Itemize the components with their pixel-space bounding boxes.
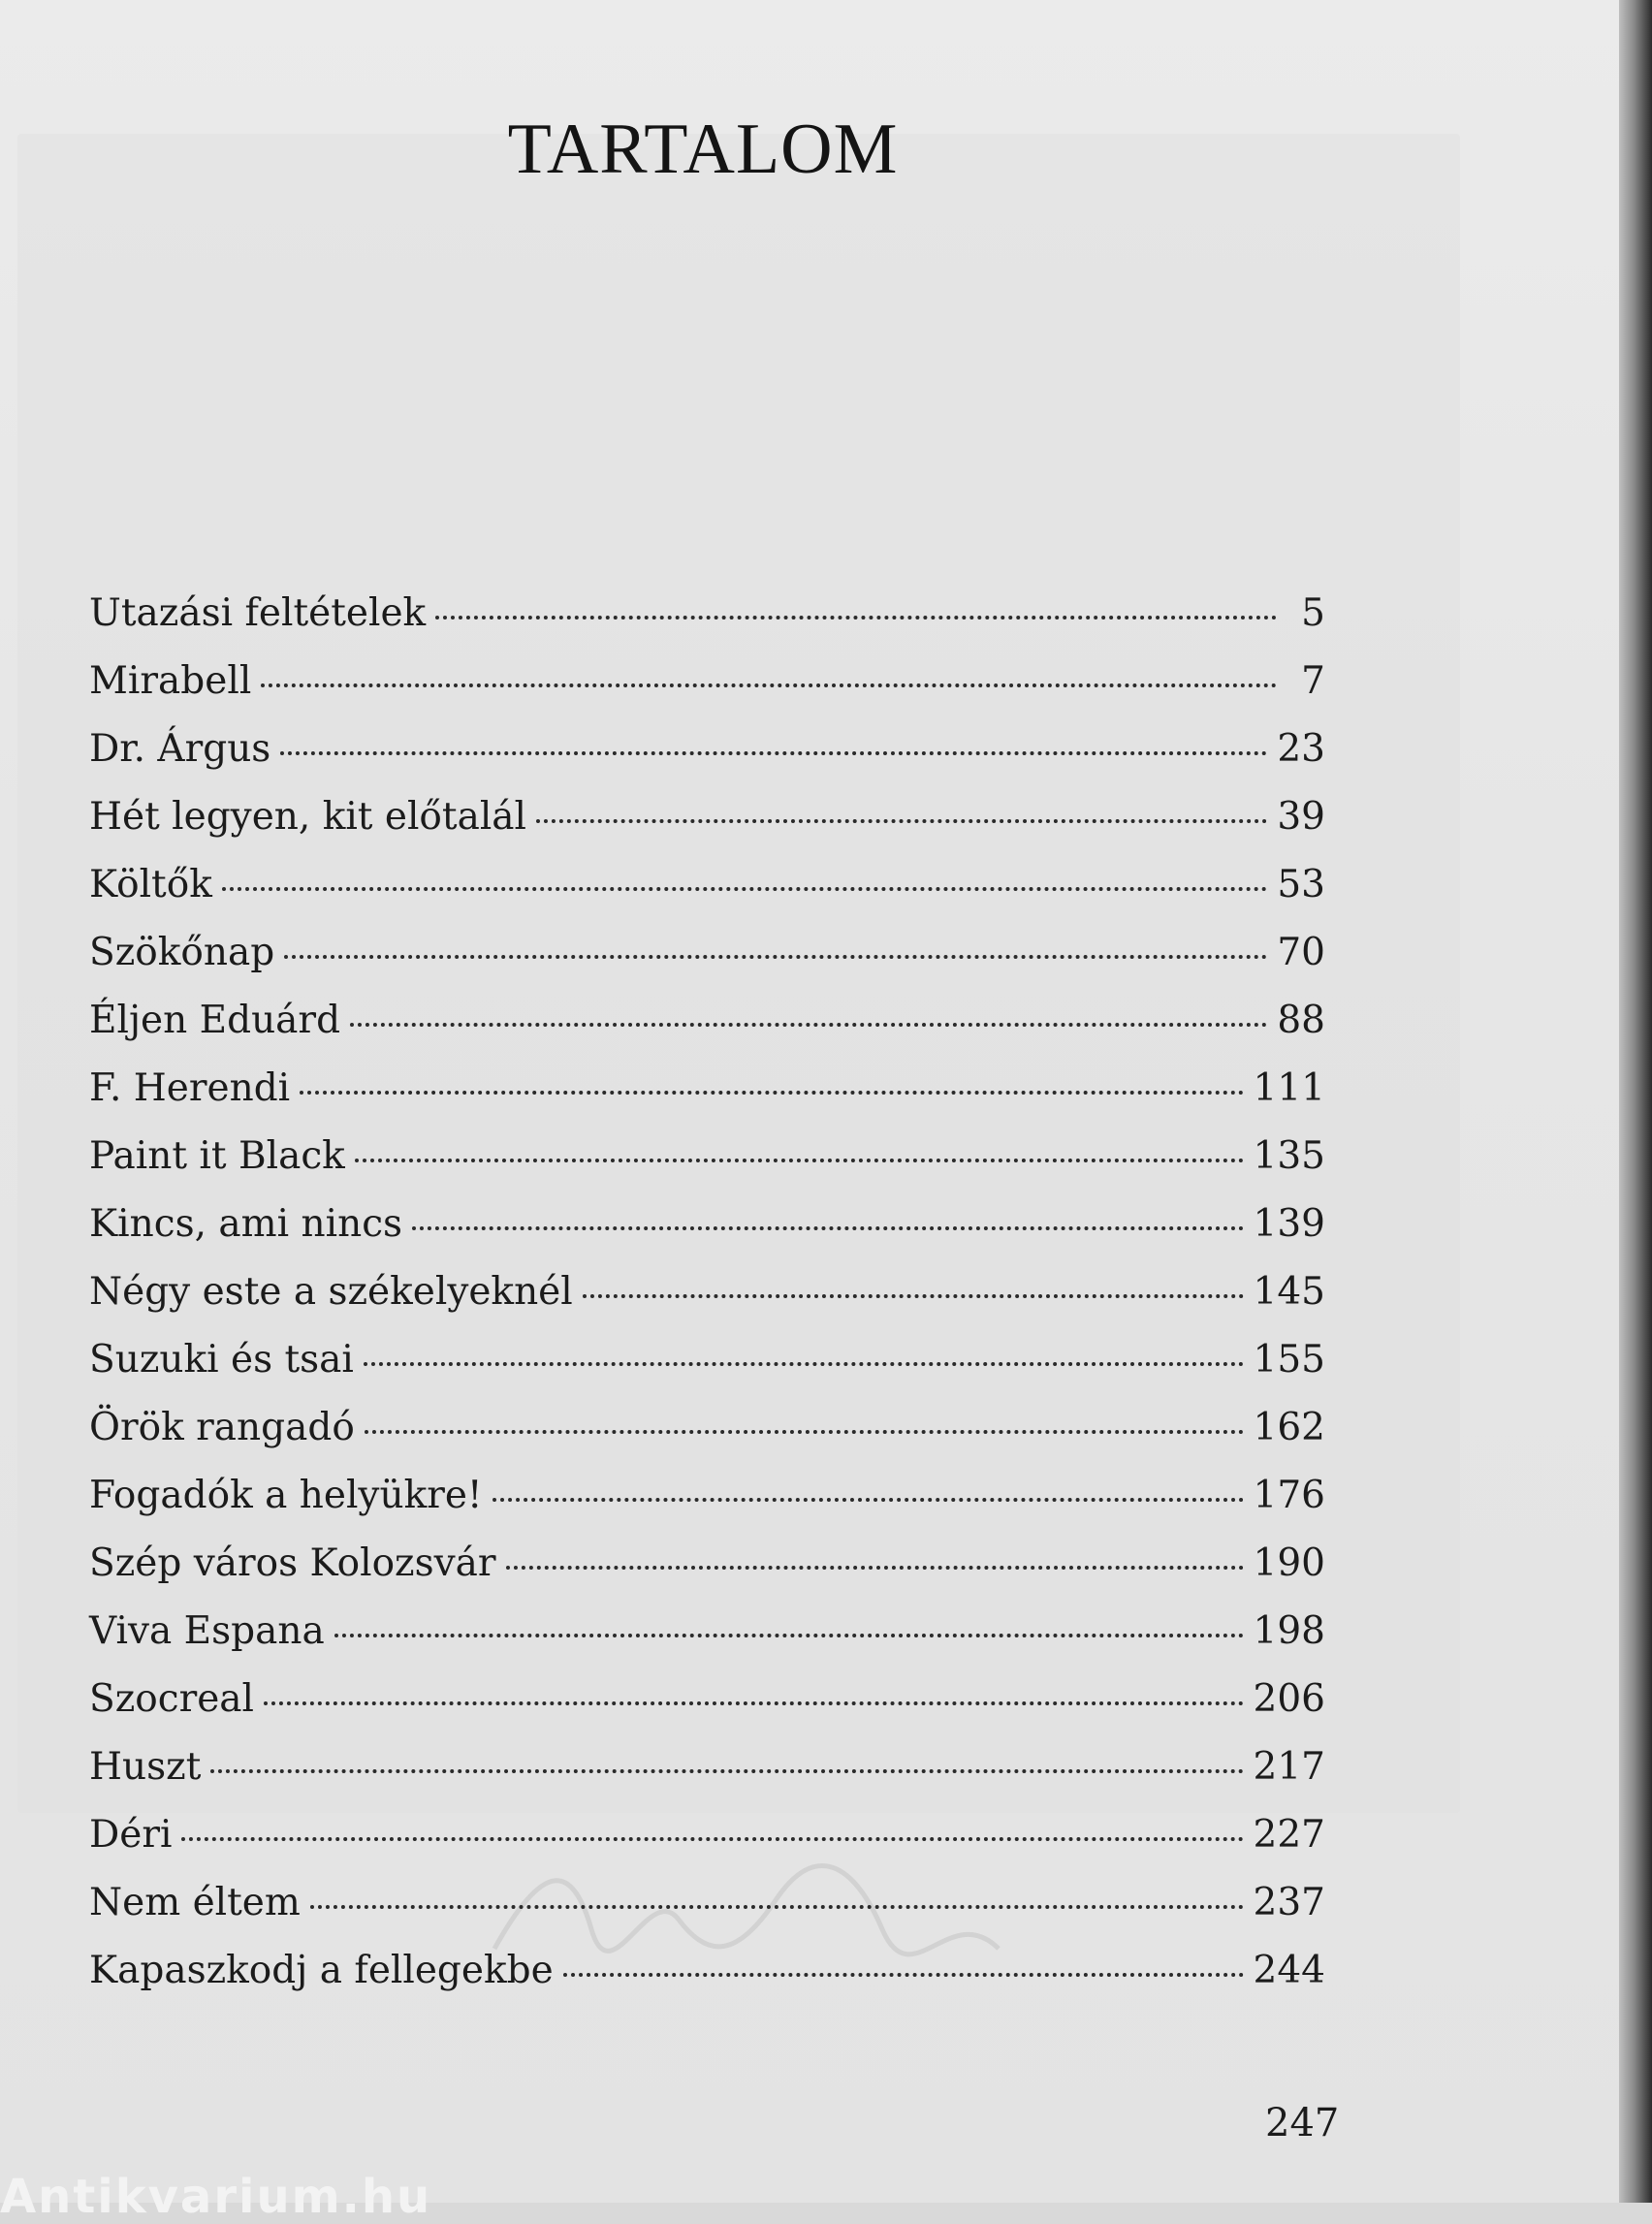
toc-entry-title: Szép város Kolozsvár bbox=[89, 1541, 496, 1585]
toc-dot-leader bbox=[284, 955, 1267, 959]
toc-dot-leader bbox=[300, 1091, 1243, 1095]
toc-entry bbox=[89, 1609, 1325, 1677]
toc-entry bbox=[89, 659, 1325, 727]
toc-entry-title: Dr. Árgus bbox=[89, 727, 271, 771]
toc-entry-title: Négy este a székelyeknél bbox=[89, 1270, 573, 1314]
toc-entry-page: 135 bbox=[1253, 1134, 1325, 1178]
page-title: TARTALOM bbox=[507, 110, 899, 189]
toc-entry-title: Költők bbox=[89, 863, 212, 906]
toc-entry-page: 145 bbox=[1253, 1270, 1325, 1314]
toc-entry-title: Nem éltem bbox=[89, 1881, 301, 1924]
toc-entry-page: 7 bbox=[1301, 659, 1325, 703]
toc-entry bbox=[89, 1066, 1325, 1134]
toc-entry-title: Déri bbox=[89, 1813, 173, 1857]
toc-entry-title: Utazási feltételek bbox=[89, 591, 427, 635]
toc-entry-page: 206 bbox=[1253, 1677, 1325, 1721]
toc-dot-leader bbox=[536, 819, 1267, 823]
toc-entry-page: 162 bbox=[1253, 1406, 1325, 1449]
watermark: Antikvarium.hu bbox=[0, 2170, 432, 2224]
toc-entry bbox=[89, 931, 1325, 999]
toc-entry-page: 139 bbox=[1253, 1202, 1325, 1246]
toc-entry-title: Fogadók a helyükre! bbox=[89, 1474, 483, 1517]
toc-entry bbox=[89, 1813, 1325, 1881]
toc-entry-page: 227 bbox=[1253, 1813, 1325, 1857]
toc-entry bbox=[89, 795, 1325, 863]
toc-entry-title: Suzuki és tsai bbox=[89, 1338, 354, 1382]
toc-dot-leader bbox=[350, 1023, 1267, 1027]
toc-entry-title: Huszt bbox=[89, 1745, 202, 1789]
toc-dot-leader bbox=[583, 1294, 1244, 1298]
toc-entry-page: 244 bbox=[1253, 1949, 1325, 1992]
toc-dot-leader bbox=[364, 1362, 1244, 1366]
toc-entry-title: Éljen Eduárd bbox=[89, 999, 341, 1042]
toc-entry bbox=[89, 1541, 1325, 1609]
toc-dot-leader bbox=[261, 683, 1277, 687]
toc-entry-page: 5 bbox=[1301, 591, 1325, 635]
toc-entry-page: 176 bbox=[1253, 1474, 1325, 1517]
toc-dot-leader bbox=[264, 1701, 1244, 1705]
toc-entry bbox=[89, 591, 1325, 659]
toc-entry bbox=[89, 1949, 1325, 2017]
table-of-contents bbox=[89, 591, 1325, 2017]
toc-entry bbox=[89, 1474, 1325, 1541]
toc-dot-leader bbox=[506, 1566, 1244, 1570]
toc-entry-title: Paint it Black bbox=[89, 1134, 345, 1178]
toc-entry bbox=[89, 1881, 1325, 1949]
toc-entry-page: 198 bbox=[1253, 1609, 1325, 1653]
toc-dot-leader bbox=[280, 751, 1267, 755]
toc-entry bbox=[89, 727, 1325, 795]
toc-dot-leader bbox=[563, 1973, 1244, 1977]
toc-entry-page: 217 bbox=[1253, 1745, 1325, 1789]
toc-dot-leader bbox=[355, 1159, 1244, 1162]
toc-entry-page: 237 bbox=[1253, 1881, 1325, 1924]
toc-dot-leader bbox=[181, 1837, 1243, 1841]
toc-entry-title: Kincs, ami nincs bbox=[89, 1202, 403, 1246]
toc-entry-page: 88 bbox=[1277, 999, 1325, 1042]
toc-entry bbox=[89, 1677, 1325, 1745]
toc-entry-title: Mirabell bbox=[89, 659, 252, 703]
toc-entry-page: 53 bbox=[1277, 863, 1325, 906]
toc-entry-title: Örök rangadó bbox=[89, 1406, 355, 1449]
toc-dot-leader bbox=[412, 1226, 1244, 1230]
toc-entry bbox=[89, 1134, 1325, 1202]
toc-entry-title: Viva Espana bbox=[89, 1609, 325, 1653]
toc-dot-leader bbox=[222, 887, 1268, 891]
toc-entry bbox=[89, 1406, 1325, 1474]
toc-dot-leader bbox=[310, 1905, 1244, 1909]
toc-dot-leader bbox=[435, 616, 1277, 620]
toc-entry-title: Hét legyen, kit előtalál bbox=[89, 795, 527, 839]
toc-entry-page: 39 bbox=[1277, 795, 1325, 839]
show-through-caption bbox=[21, 2046, 1417, 2127]
toc-entry-page: 111 bbox=[1253, 1066, 1325, 1110]
toc-entry-title: Szökőnap bbox=[89, 931, 275, 974]
toc-entry bbox=[89, 1338, 1325, 1406]
toc-entry-page: 70 bbox=[1277, 931, 1325, 974]
toc-dot-leader bbox=[492, 1498, 1244, 1502]
toc-entry-title: Kapaszkodj a fellegekbe bbox=[89, 1949, 554, 1992]
toc-entry bbox=[89, 1202, 1325, 1270]
toc-entry bbox=[89, 1270, 1325, 1338]
toc-entry bbox=[89, 999, 1325, 1066]
toc-entry-page: 155 bbox=[1253, 1338, 1325, 1382]
page-edge-shadow bbox=[1619, 0, 1652, 2203]
toc-entry-title: Szocreal bbox=[89, 1677, 255, 1721]
toc-dot-leader bbox=[365, 1430, 1244, 1434]
toc-entry bbox=[89, 1745, 1325, 1813]
toc-entry-title: F. Herendi bbox=[89, 1066, 291, 1110]
toc-entry-page: 190 bbox=[1253, 1541, 1325, 1585]
toc-dot-leader bbox=[334, 1634, 1244, 1637]
toc-dot-leader bbox=[210, 1769, 1243, 1773]
toc-entry-page: 23 bbox=[1277, 727, 1325, 771]
page-number: 247 bbox=[1265, 2101, 1340, 2145]
toc-entry bbox=[89, 863, 1325, 931]
